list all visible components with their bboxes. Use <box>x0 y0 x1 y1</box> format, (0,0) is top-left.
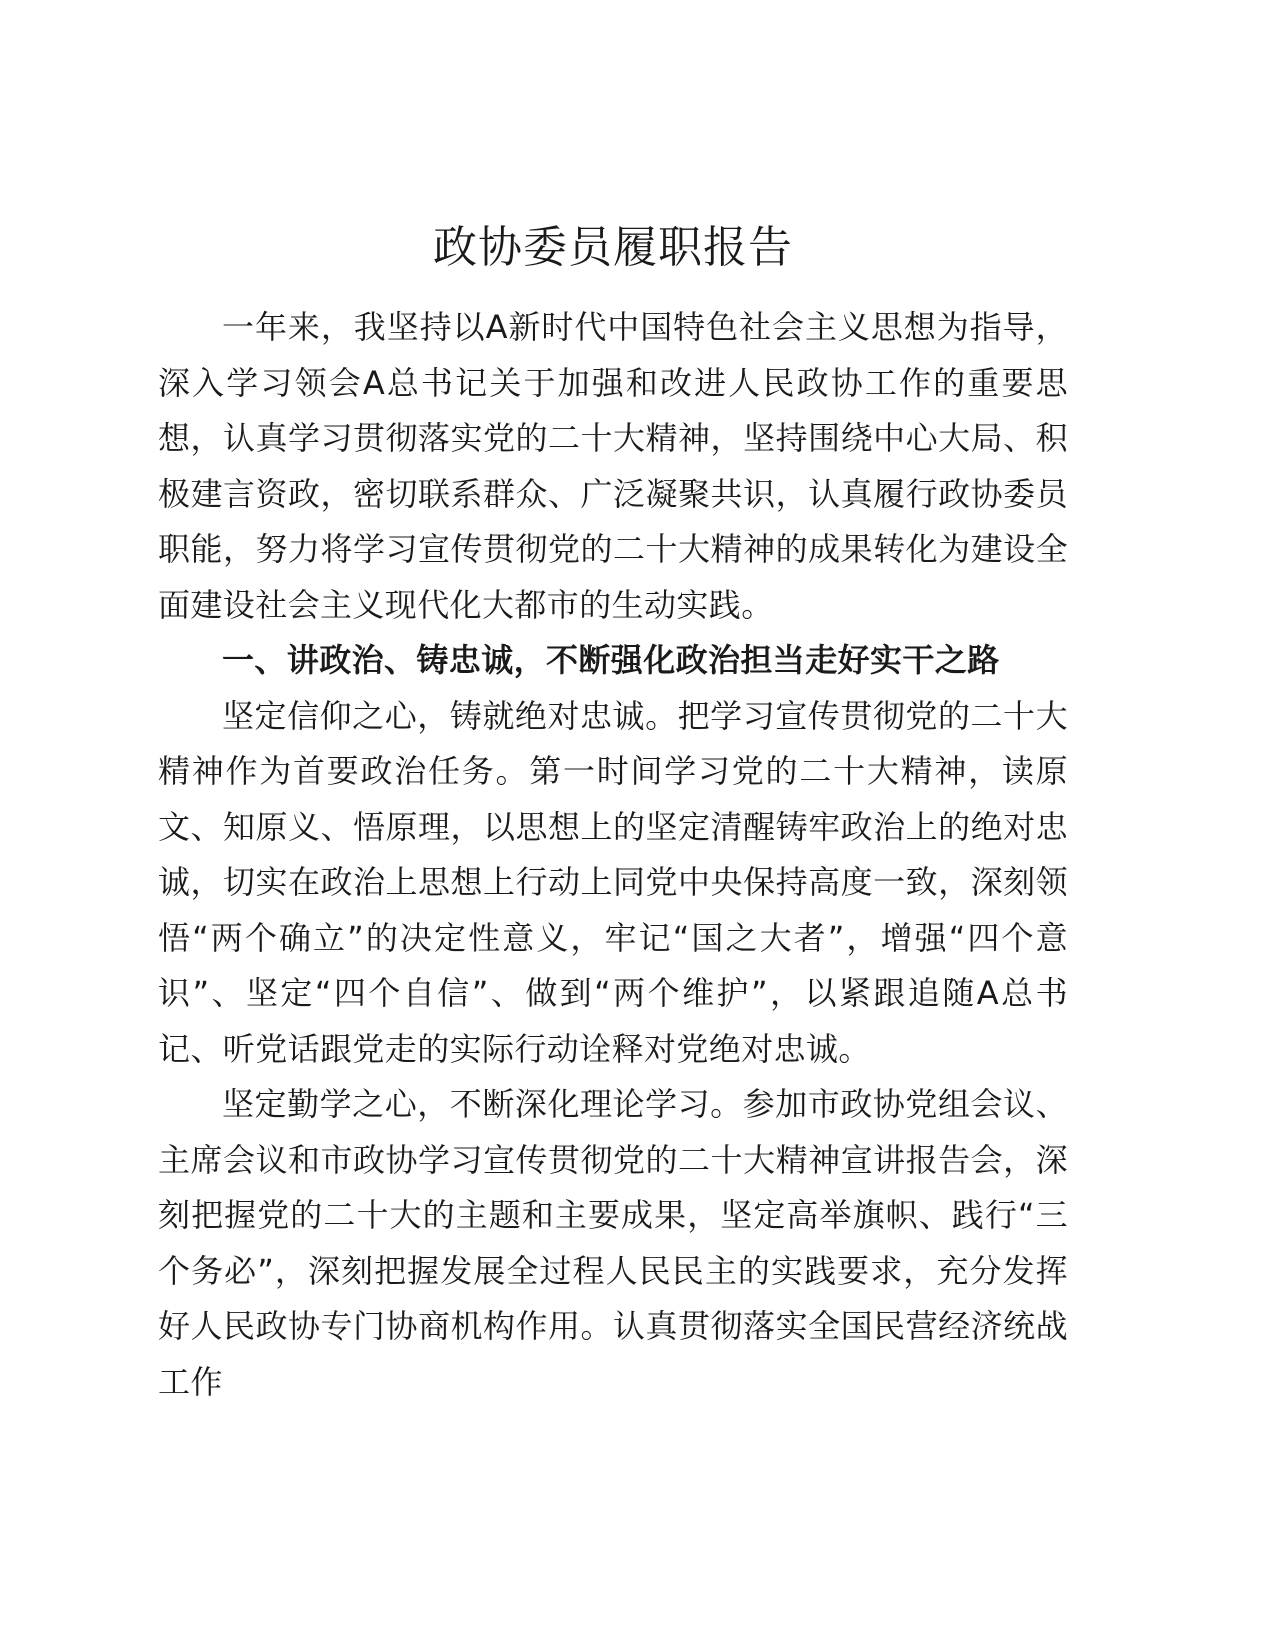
document-body <box>158 218 1068 1410</box>
section-heading: 一、讲政治、铸忠诚，不断强化政治担当走好实干之路 <box>222 641 1000 679</box>
document-title: 政协委员履职报告 <box>433 222 793 273</box>
intro-paragraph: 一年来，我坚持以A新时代中国特色社会主义思想为指导，深入学习领会A总书记关于加强和改进人民政协工作的重要思想，认真学习贯彻落实党的二十大精神，坚持围绕中心大局、积极建言资政，密切联系群众、广泛凝聚共识，认真履行政协委员职能，努力将学习宣传贯彻党的二十大精神的成果转化为建设全面建设社会主义现代化大都市的生动实践。 <box>158 308 1068 624</box>
body-paragraph-study: 坚定勤学之心，不断深化理论学习。参加市政协党组会议、主席会议和市政协学习宣传贯彻党的二十大精神宣讲报告会，深刻把握党的二十大的主题和主要成果，坚定高举旗帜、践行“三个务必”，深刻把握发展全过程人民民主的实践要求，充分发挥好人民政协专门协商机构作用。认真贯彻落实全国民营经济统战工作 <box>158 1085 1068 1401</box>
body-paragraph-loyalty: 坚定信仰之心，铸就绝对忠诚。把学习宣传贯彻党的二十大精神作为首要政治任务。第一时间学习党的二十大精神，读原文、知原义、悟原理，以思想上的坚定清醒铸牢政治上的绝对忠诚，切实在政治上思想上行动上同党中央保持高度一致，深刻领悟“两个确立”的决定性意义，牢记“国之大者”，增强“四个意识”、坚定“四个自信”、做到“两个维护”，以紧跟追随A总书记、听党话跟党走的实际行动诠释对党绝对忠诚。 <box>158 696 1068 1068</box>
